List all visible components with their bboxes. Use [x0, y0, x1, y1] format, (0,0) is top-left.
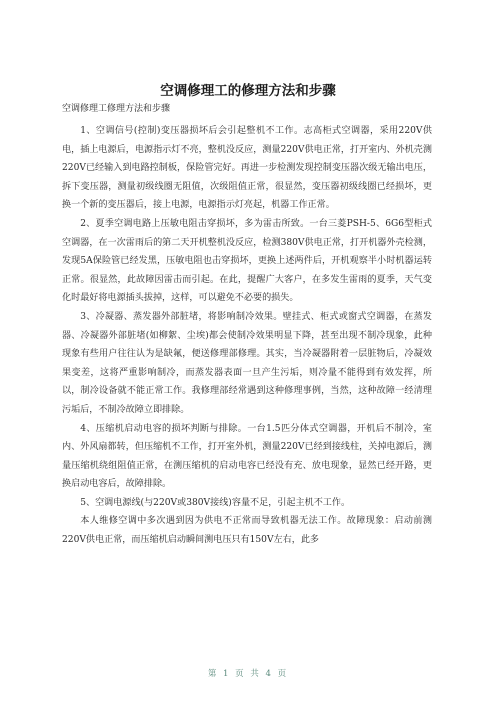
page-number-footer: 第 1 页 共 4 页 — [207, 669, 289, 679]
page-title: 空调修理工的修理方法和步骤 — [160, 83, 336, 99]
paragraph-6: 本人维修空调中多次遇到因为供电不正常而导致机器无法工作。故障现象：启动前测220V供电正常，而压缩机启动瞬间测电压只有150V左右，此多 — [62, 516, 432, 546]
paragraph-1: 1、空调信号(控制)变压器损坏后会引起整机不工作。志高柜式空调器，采用220V供电，插上电源后，电源指示灯不亮，整机没反应，测量220V供电正常，打开室内、外机壳测220V已经输入到电路控制板，保险管完好。再进一步检测发现控制变压器次级无输出电压，拆下变压器，测量初级线圈无阻值，次级阻值正常，很显然，变压器初级线圈已经损坏，更换一个新的变压器后，接上电源，电源指示灯亮起，机器工作正常。 — [62, 126, 432, 211]
paragraph-5: 5、空调电源线(与220V或380V接线)容量不足，引起主机不工作。 — [80, 497, 351, 508]
paragraph-2: 2、夏季空调电路上压敏电阻击穿损坏，多为雷击所致。一台三菱PSH-5、6G6型柜式空调器，在一次雷雨后的第二天开机整机没反应，检测380V供电正常，打开机器外壳检测，发现5A保险管已经发黑，压敏电阻也击穿损坏，更换上述两件后，开机观察半小时机器运转正常。很显然，此故障因雷击而引起。在此，提醒广大客户，在多发生雷雨的夏季，天气变化时最好将电源插头拔掉，这样，可以避免不必要的损失。 — [62, 218, 432, 304]
paragraph-4: 4、压缩机启动电容的损坏判断与排除。一台1.5匹分体式空调器，开机后不制冷，室内、外风扇都转，但压缩机不工作，打开室外机，测量220V已经到接线柱，关掉电源后，测量压缩机绕组阻值正常，在测压缩机的启动电容已经没有充、放电现象，显然已经开路，更换启动电容后，故障排除。 — [62, 423, 432, 490]
paragraph-3: 3、冷凝器、蒸发器外部脏堵，将影响制冷效果。壁挂式、柜式或窗式空调器，在蒸发器、冷凝器外部脏堵(如柳絮、尘埃)都会使制冷效果明显下降，甚至出现不制冷现象，此种现象有些用户往往认为是缺氟，便送修理部修理。其实，当冷凝器附着一层脏物后，冷凝效果变差，这将严重影响制冷，而蒸发器表面一旦产生污垢，则冷量不能得到有效发挥，所以，制冷设备就不能正常工作。我修理部经常遇到这种修理事例，当然，这种故障一经清理污垢后，不制冷故障立即排除。 — [62, 311, 432, 415]
document-subtitle: 空调修理工修理方法和步骤 — [62, 104, 171, 114]
document-body — [62, 122, 432, 550]
